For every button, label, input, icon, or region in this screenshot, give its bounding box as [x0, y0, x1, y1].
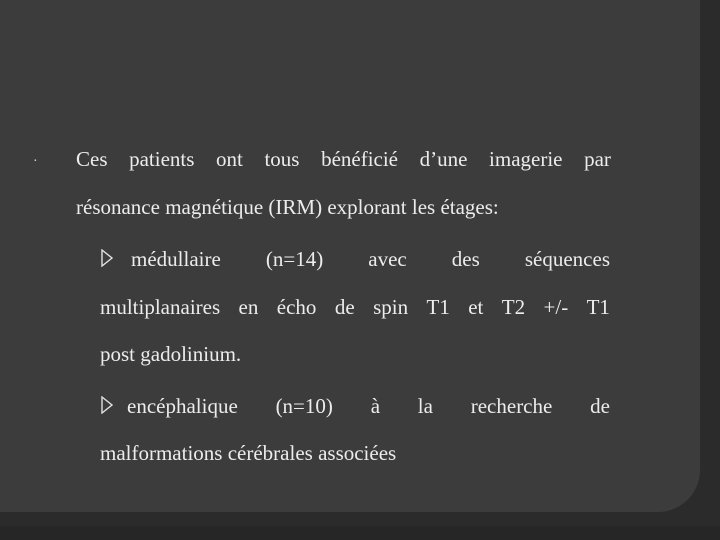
- word: bénéficié: [321, 147, 399, 171]
- sub-bullet-2-line-1: [127, 394, 610, 418]
- word: en: [238, 295, 259, 319]
- word: ont: [216, 147, 243, 171]
- word: spin: [373, 295, 409, 319]
- main-bullet-line-2: résonance magnétique (IRM) explorant les étages:: [76, 195, 499, 219]
- word: des: [451, 247, 480, 271]
- word: Ces: [76, 147, 108, 171]
- word: d’une: [419, 147, 468, 171]
- word: T1: [426, 295, 450, 319]
- bottom-band: [0, 526, 720, 540]
- word: la: [417, 394, 433, 418]
- word: patients: [129, 147, 195, 171]
- word: (n=10): [275, 394, 333, 418]
- sub-bullet-2-line-2: malformations cérébrales associées: [100, 441, 397, 465]
- bullet-dot-icon: ·: [33, 154, 38, 169]
- word: de: [590, 394, 610, 418]
- word: T2: [501, 295, 526, 319]
- word: avec: [368, 247, 407, 271]
- triangle-bullet-icon: [101, 396, 113, 414]
- word: à: [370, 394, 381, 418]
- word: imagerie: [489, 147, 563, 171]
- word: +/-: [543, 295, 569, 319]
- word: et: [468, 295, 484, 319]
- sub-bullet-1-line-1: [131, 247, 610, 271]
- sub-bullet-1-line-2: [100, 295, 610, 319]
- word: séquences: [524, 247, 610, 271]
- word: T1: [586, 295, 610, 319]
- word: (n=14): [265, 247, 324, 271]
- main-bullet-line-1: [76, 147, 611, 171]
- word: par: [584, 147, 611, 171]
- word: de: [334, 295, 355, 319]
- word: médullaire: [131, 247, 221, 271]
- word: multiplanaires: [100, 295, 221, 319]
- word: tous: [264, 147, 300, 171]
- word: recherche: [470, 394, 553, 418]
- triangle-bullet-icon: [101, 249, 113, 267]
- word: encéphalique: [127, 394, 238, 418]
- word: écho: [276, 295, 317, 319]
- sub-bullet-1-line-3: post gadolinium.: [100, 342, 242, 366]
